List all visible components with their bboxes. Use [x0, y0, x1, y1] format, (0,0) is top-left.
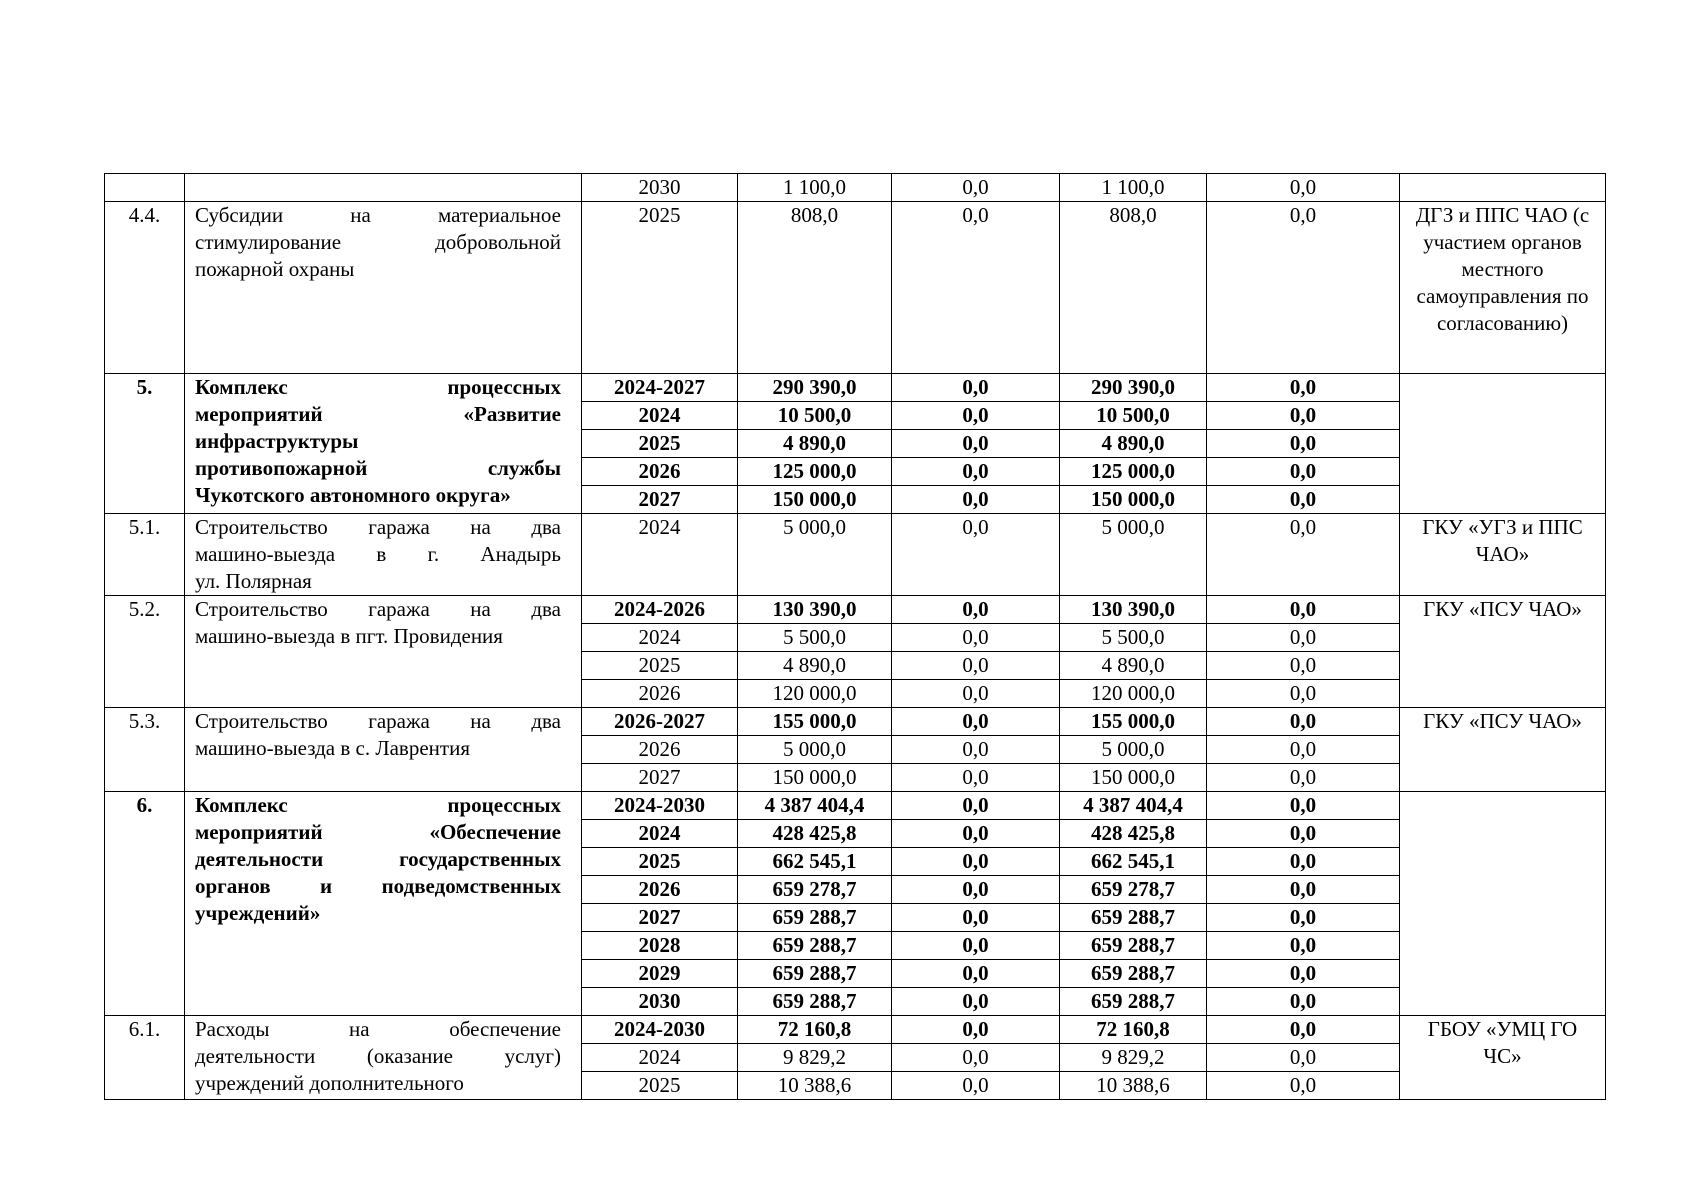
regional-budget-cell: 120 000,0: [1060, 680, 1207, 708]
description-line: стимулирование добровольной: [195, 230, 561, 254]
description-line: Комплекс процессных: [195, 793, 561, 817]
responsible-executor: ДГЗ и ППС ЧАО (с участием органов местного самоуправления по согласованию): [1400, 202, 1606, 374]
total-cell: 120 000,0: [738, 680, 892, 708]
other-sources-cell: 0,0: [1207, 486, 1400, 514]
table-row: [105, 792, 1606, 820]
year-cell: 2024: [582, 1044, 738, 1072]
total-cell: 5 500,0: [738, 624, 892, 652]
description-line: машино-выезда в с. Лаврентия: [195, 736, 470, 760]
item-number: 5.2.: [105, 596, 185, 708]
item-description: [185, 792, 582, 1016]
federal-budget-cell: 0,0: [892, 792, 1060, 820]
year-cell: 2026: [582, 876, 738, 904]
responsible-executor: [1400, 174, 1606, 202]
item-description: [185, 202, 582, 374]
responsible-executor: ГКУ «ПСУ ЧАО»: [1400, 596, 1606, 708]
year-cell: 2029: [582, 960, 738, 988]
item-description: [185, 374, 582, 514]
federal-budget-cell: 0,0: [892, 174, 1060, 202]
total-cell: 662 545,1: [738, 848, 892, 876]
other-sources-cell: 0,0: [1207, 1016, 1400, 1044]
item-number: 6.: [105, 792, 185, 1016]
item-number: [105, 174, 185, 202]
year-cell: 2024-2030: [582, 1016, 738, 1044]
federal-budget-cell: 0,0: [892, 596, 1060, 624]
regional-budget-cell: 10 388,6: [1060, 1072, 1207, 1100]
other-sources-cell: 0,0: [1207, 764, 1400, 792]
responsible-executor: ГБОУ «УМЦ ГО ЧС»: [1400, 1016, 1606, 1100]
other-sources-cell: 0,0: [1207, 680, 1400, 708]
year-cell: 2030: [582, 988, 738, 1016]
regional-budget-cell: 9 829,2: [1060, 1044, 1207, 1072]
other-sources-cell: 0,0: [1207, 736, 1400, 764]
regional-budget-cell: 659 278,7: [1060, 876, 1207, 904]
item-description: [185, 514, 582, 596]
budget-table: [104, 173, 1606, 1100]
total-cell: 9 829,2: [738, 1044, 892, 1072]
other-sources-cell: 0,0: [1207, 430, 1400, 458]
federal-budget-cell: 0,0: [892, 374, 1060, 402]
total-cell: 659 288,7: [738, 904, 892, 932]
total-cell: 150 000,0: [738, 486, 892, 514]
table-row: [105, 202, 1606, 374]
other-sources-cell: 0,0: [1207, 652, 1400, 680]
federal-budget-cell: 0,0: [892, 486, 1060, 514]
year-cell: 2024: [582, 624, 738, 652]
item-number: 5.1.: [105, 514, 185, 596]
federal-budget-cell: 0,0: [892, 458, 1060, 486]
federal-budget-cell: 0,0: [892, 624, 1060, 652]
federal-budget-cell: 0,0: [892, 402, 1060, 430]
description-line: ул. Полярная: [195, 569, 312, 593]
other-sources-cell: 0,0: [1207, 848, 1400, 876]
regional-budget-cell: 659 288,7: [1060, 904, 1207, 932]
total-cell: 659 288,7: [738, 932, 892, 960]
other-sources-cell: 0,0: [1207, 174, 1400, 202]
item-description: [185, 174, 582, 202]
regional-budget-cell: 659 288,7: [1060, 960, 1207, 988]
federal-budget-cell: 0,0: [892, 514, 1060, 596]
total-cell: 130 390,0: [738, 596, 892, 624]
item-number: 6.1.: [105, 1016, 185, 1100]
federal-budget-cell: 0,0: [892, 202, 1060, 374]
year-cell: 2027: [582, 486, 738, 514]
federal-budget-cell: 0,0: [892, 820, 1060, 848]
description-line: мероприятий «Обеспечение: [195, 820, 561, 844]
other-sources-cell: 0,0: [1207, 820, 1400, 848]
description-line: учреждений»: [195, 901, 321, 925]
regional-budget-cell: 130 390,0: [1060, 596, 1207, 624]
total-cell: 155 000,0: [738, 708, 892, 736]
regional-budget-cell: 150 000,0: [1060, 486, 1207, 514]
federal-budget-cell: 0,0: [892, 876, 1060, 904]
regional-budget-cell: 4 890,0: [1060, 652, 1207, 680]
regional-budget-cell: 5 000,0: [1060, 736, 1207, 764]
total-cell: 4 890,0: [738, 652, 892, 680]
responsible-executor: [1400, 374, 1606, 514]
item-description: [185, 596, 582, 708]
year-cell: 2026: [582, 458, 738, 486]
description-line: инфраструктуры: [195, 429, 359, 453]
federal-budget-cell: 0,0: [892, 988, 1060, 1016]
table-row: [105, 374, 1606, 402]
description-line: машино-выезда в пгт. Провидения: [195, 624, 503, 648]
item-number: 4.4.: [105, 202, 185, 374]
total-cell: 659 288,7: [738, 988, 892, 1016]
total-cell: 10 500,0: [738, 402, 892, 430]
description-line: машино-выезда в г. Анадырь: [195, 542, 561, 566]
description-line: Комплекс процессных: [195, 375, 561, 399]
total-cell: 808,0: [738, 202, 892, 374]
year-cell: 2025: [582, 430, 738, 458]
responsible-executor: ГКУ «УГЗ и ППС ЧАО»: [1400, 514, 1606, 596]
federal-budget-cell: 0,0: [892, 1044, 1060, 1072]
description-line: Строительство гаража на два: [195, 597, 561, 621]
regional-budget-cell: 5 500,0: [1060, 624, 1207, 652]
item-description: [185, 1016, 582, 1100]
description-line: Субсидии на материальное: [195, 203, 561, 227]
federal-budget-cell: 0,0: [892, 932, 1060, 960]
other-sources-cell: 0,0: [1207, 624, 1400, 652]
total-cell: 125 000,0: [738, 458, 892, 486]
other-sources-cell: 0,0: [1207, 1072, 1400, 1100]
total-cell: 150 000,0: [738, 764, 892, 792]
regional-budget-cell: 4 387 404,4: [1060, 792, 1207, 820]
federal-budget-cell: 0,0: [892, 848, 1060, 876]
other-sources-cell: 0,0: [1207, 1044, 1400, 1072]
item-number: 5.3.: [105, 708, 185, 792]
regional-budget-cell: 5 000,0: [1060, 514, 1207, 596]
regional-budget-cell: 155 000,0: [1060, 708, 1207, 736]
total-cell: 4 387 404,4: [738, 792, 892, 820]
year-cell: 2024: [582, 514, 738, 596]
description-line: Строительство гаража на два: [195, 709, 561, 733]
description-line: деятельности (оказание услуг): [195, 1044, 561, 1068]
year-cell: 2024-2027: [582, 374, 738, 402]
description-line: противопожарной службы: [195, 456, 561, 480]
federal-budget-cell: 0,0: [892, 1072, 1060, 1100]
total-cell: 72 160,8: [738, 1016, 892, 1044]
item-description: [185, 708, 582, 792]
description-line: Чукотского автономного округа»: [195, 483, 511, 507]
total-cell: 5 000,0: [738, 736, 892, 764]
other-sources-cell: 0,0: [1207, 402, 1400, 430]
item-number: 5.: [105, 374, 185, 514]
table-row: [105, 596, 1606, 624]
table-row: [105, 514, 1606, 596]
regional-budget-cell: 125 000,0: [1060, 458, 1207, 486]
total-cell: 10 388,6: [738, 1072, 892, 1100]
other-sources-cell: 0,0: [1207, 960, 1400, 988]
federal-budget-cell: 0,0: [892, 430, 1060, 458]
regional-budget-cell: 4 890,0: [1060, 430, 1207, 458]
year-cell: 2026-2027: [582, 708, 738, 736]
other-sources-cell: 0,0: [1207, 876, 1400, 904]
total-cell: 659 278,7: [738, 876, 892, 904]
description-line: Расходы на обеспечение: [195, 1017, 561, 1041]
other-sources-cell: 0,0: [1207, 202, 1400, 374]
regional-budget-cell: 1 100,0: [1060, 174, 1207, 202]
year-cell: 2027: [582, 904, 738, 932]
regional-budget-cell: 659 288,7: [1060, 932, 1207, 960]
description-line: Строительство гаража на два: [195, 515, 561, 539]
total-cell: 5 000,0: [738, 514, 892, 596]
other-sources-cell: 0,0: [1207, 374, 1400, 402]
federal-budget-cell: 0,0: [892, 652, 1060, 680]
table-row: [105, 1016, 1606, 1044]
year-cell: 2025: [582, 1072, 738, 1100]
regional-budget-cell: 808,0: [1060, 202, 1207, 374]
federal-budget-cell: 0,0: [892, 960, 1060, 988]
description-line: деятельности государственных: [195, 847, 561, 871]
total-cell: 659 288,7: [738, 960, 892, 988]
table-row: [105, 708, 1606, 736]
year-cell: 2028: [582, 932, 738, 960]
federal-budget-cell: 0,0: [892, 708, 1060, 736]
year-cell: 2026: [582, 680, 738, 708]
table-row: [105, 174, 1606, 202]
regional-budget-cell: 10 500,0: [1060, 402, 1207, 430]
total-cell: 428 425,8: [738, 820, 892, 848]
year-cell: 2024: [582, 820, 738, 848]
federal-budget-cell: 0,0: [892, 764, 1060, 792]
regional-budget-cell: 290 390,0: [1060, 374, 1207, 402]
federal-budget-cell: 0,0: [892, 1016, 1060, 1044]
year-cell: 2026: [582, 736, 738, 764]
other-sources-cell: 0,0: [1207, 708, 1400, 736]
year-cell: 2024: [582, 402, 738, 430]
year-cell: 2025: [582, 202, 738, 374]
responsible-executor: [1400, 792, 1606, 1016]
other-sources-cell: 0,0: [1207, 514, 1400, 596]
federal-budget-cell: 0,0: [892, 904, 1060, 932]
other-sources-cell: 0,0: [1207, 904, 1400, 932]
year-cell: 2025: [582, 848, 738, 876]
other-sources-cell: 0,0: [1207, 596, 1400, 624]
other-sources-cell: 0,0: [1207, 458, 1400, 486]
description-line: органов и подведомственных: [195, 874, 561, 898]
year-cell: 2030: [582, 174, 738, 202]
description-line: пожарной охраны: [195, 257, 355, 281]
description-line: мероприятий «Развитие: [195, 402, 561, 426]
total-cell: 1 100,0: [738, 174, 892, 202]
description-line: учреждений дополнительного: [195, 1071, 464, 1095]
year-cell: 2024-2026: [582, 596, 738, 624]
other-sources-cell: 0,0: [1207, 932, 1400, 960]
regional-budget-cell: 662 545,1: [1060, 848, 1207, 876]
federal-budget-cell: 0,0: [892, 680, 1060, 708]
other-sources-cell: 0,0: [1207, 792, 1400, 820]
regional-budget-cell: 150 000,0: [1060, 764, 1207, 792]
regional-budget-cell: 659 288,7: [1060, 988, 1207, 1016]
year-cell: 2024-2030: [582, 792, 738, 820]
year-cell: 2027: [582, 764, 738, 792]
regional-budget-cell: 72 160,8: [1060, 1016, 1207, 1044]
total-cell: 4 890,0: [738, 430, 892, 458]
federal-budget-cell: 0,0: [892, 736, 1060, 764]
total-cell: 290 390,0: [738, 374, 892, 402]
other-sources-cell: 0,0: [1207, 988, 1400, 1016]
responsible-executor: ГКУ «ПСУ ЧАО»: [1400, 708, 1606, 792]
year-cell: 2025: [582, 652, 738, 680]
regional-budget-cell: 428 425,8: [1060, 820, 1207, 848]
